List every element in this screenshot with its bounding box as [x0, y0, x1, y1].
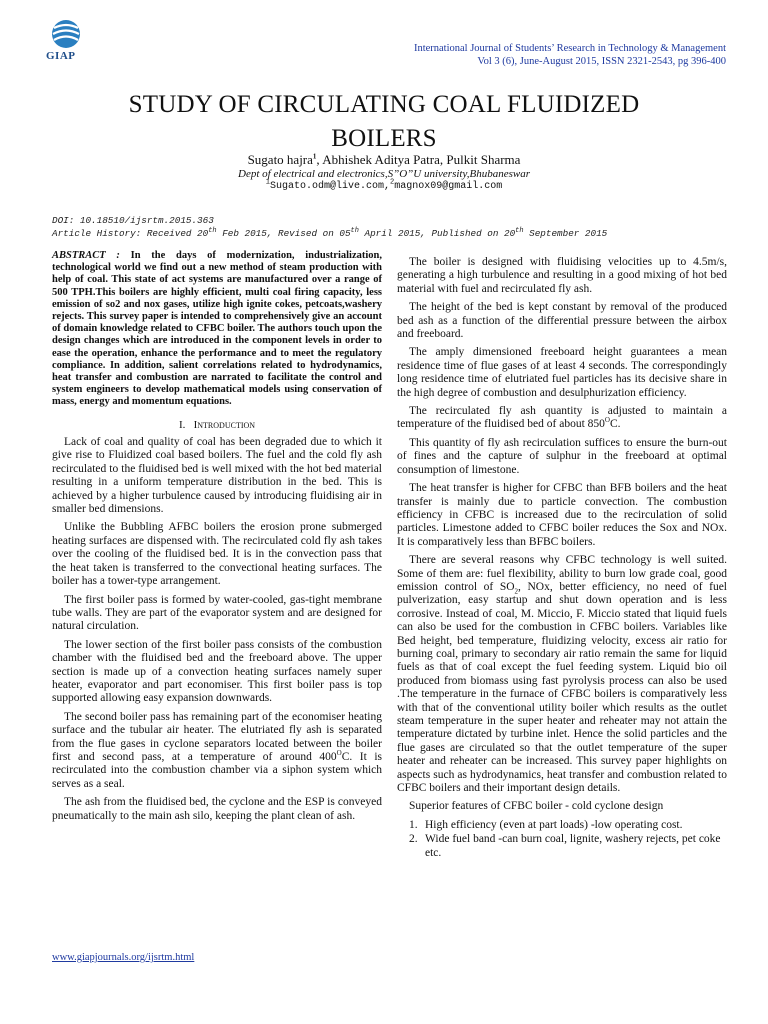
article-meta: [52, 214, 607, 240]
paragraph: [397, 405, 727, 432]
paragraph: The ash from the fluidised bed, the cyclone and the ESP is conveyed pneumatically to the main ash silo, keeping the plant clean of ash.: [52, 796, 382, 822]
list-text: High efficiency (even at part loads) -low operating cost.: [425, 818, 683, 831]
authors: [0, 152, 768, 168]
email-1[interactable]: Sugato.odm@live.com,: [269, 181, 390, 192]
paragraph: The height of the bed is kept constant by removal of the produced bed ash as a function of the differential pressure between the airbox and freeboard.: [397, 301, 727, 341]
right-column: [397, 256, 727, 861]
journal-name: International Journal of Students’ Research in Technology & Management: [413, 43, 726, 54]
title-line-1: STUDY OF CIRCULATING COAL FLUIDIZED: [128, 91, 640, 118]
paragraph: Lack of coal and quality of coal has been degraded due to which it give rise to Fluidized coal based boilers. The fuel and the cold fly ash recirculated to the fluidised bed is well mixed with the hot bed material resulting in a uniform temperature distribution in the bed. This is achieved by a higher turbulence caused by introducing fluidising air in smaller bed dimensions.: [52, 436, 382, 516]
para7-text-a: There are several reasons why CFBC technology is well suited. Some of them are: fuel flexibility, ability to burn low grade coal, good emission control of SO: [397, 554, 727, 593]
title-line-2: BOILERS: [331, 125, 437, 152]
section-heading-introduction: [52, 419, 382, 432]
paragraph: This quantity of fly ash recirculation suffices to ensure the burn-out of fines and the capture of sulphur in the freeboard at optimal consumption of limestone.: [397, 436, 727, 476]
paragraph: Superior features of CFBC boiler - cold cyclone design: [409, 800, 664, 813]
so2-sub: 2: [514, 587, 519, 596]
history-th-1: th: [208, 226, 217, 235]
section-number: I.: [178, 418, 186, 431]
paragraph: The lower section of the first boiler pass consists of the combustion chamber with the fluidised bed and the freeboard above. The upper section is made up of a convection heating surfaces namely super heater, evaporator and part economiser. This first boiler pass is top supported allowing easy expansion downwards.: [52, 638, 382, 705]
degree-sup: O: [336, 749, 342, 758]
para5-text-b: C. It is recirculated into the combustion chamber via a siphon system which serves as a seal.: [52, 750, 382, 790]
abstract: [52, 250, 382, 409]
history-part-d: September 2015: [523, 228, 608, 239]
paper-title: [0, 88, 768, 156]
para7-text-b: , NOx, better efficiency, no need of fuel pulverization, easy startup and shut down operation and is less corrosive. Instead of coal, M. Miccio, F. Miccio stated that liquid fuels can also be used for the combustion in CFBC boilers. Variables like Bed height, bed temperature, fluidizing velocity, excess air ratio for burning coal, primary to secondary air ratio remain the same for liquid fuels as that of coal except the fuel feeding system. Liquid bio oil produced from biomass using fast pyrolysis process can also be used .The temperature in the furnace of CFBC boilers is comparatively less with that of the conventional utility boiler which results as the outlet steam temperature in the super heater and reheater may not attain the temperature dictated by turbine inlet. Hence the solid particles and the flue gases are circulated so that the outlet temperature of the super heater and reheater can be increased. This survey paper highlights on aspects such as hydrodynamics, heat transfer and combustion related to CFBC boilers and their important design details.: [397, 580, 728, 795]
list-number: 2.: [409, 833, 418, 846]
list-item: [397, 819, 727, 832]
article-history: [52, 227, 607, 240]
logo-text: GIAP: [46, 50, 76, 62]
features-list: [397, 819, 727, 860]
list-number: 1.: [409, 818, 418, 831]
email-2[interactable]: magnox09@gmail.com: [394, 181, 503, 192]
author-1: Sugato hajra: [247, 152, 313, 167]
history-th-3: th: [515, 226, 524, 235]
affiliation: Dept of electrical and electronics,S”O”U university,Bhubaneswar: [238, 168, 530, 180]
journal-header: [414, 42, 726, 68]
history-th-2: th: [350, 226, 359, 235]
section-title: Introduction: [193, 418, 256, 431]
degree-sup: O: [604, 416, 610, 425]
paragraph: Unlike the Bubbling AFBC boilers the erosion prone submerged heating surfaces are dispensed with. The recirculated cold fly ash takes over the cooling of the fluidised bed. It is in the convection pass that the heat taken is transferred to the convectional heating surfaces. The boiler has a tower-type arrangement.: [52, 521, 382, 588]
abstract-text: In the days of modernization, industrialization, technological world we find out a new method of steam production with help of coal. This state of act systems are manufactured over a range of 500 TPH.This boilers are highly efficient, multi coal firing capacity, less emission of so2 and nox gases, utilize high ignite cokes, petcoats,washery rejects. This survey paper is intended to comprehensively give an account of domain knowledge related to CFBC boiler. The authors touch upon the design changes which are introduced in the component levels in order to ease the operation, enhance the performance and to meet the regulatory compliance. In addition, salient correlations related to hydrodynamics, heat transfer and combustion are narrated to facilitate the control and system engineers to develop mathematical models using conservation of mass, energy and momentum equations.: [52, 250, 382, 408]
para4-text-b: C.: [609, 418, 621, 431]
history-part-b: Feb 2015, Revised on 05: [216, 228, 351, 239]
author-1-sup: 1: [312, 152, 317, 161]
para5-text-a: The second boiler pass has remaining part of the economiser heating surface and the tubular air heater. The elutriated fly ash is separated from the flue gases in cyclone separators located between the boiler first and second pass, at a temperature of around 400: [52, 710, 382, 763]
email-1-sup: 1: [265, 178, 270, 187]
email-2-sup: 2: [390, 178, 395, 187]
paragraph: [397, 554, 727, 795]
paragraph: The first boiler pass is formed by water-cooled, gas-tight membrane tube walls. They are part of the evaporator system and are designed for natural circulation.: [52, 593, 382, 633]
authors-rest: , Abhishek Aditya Patra, Pulkit Sharma: [316, 152, 521, 167]
paragraph: The heat transfer is higher for CFBC than BFB boilers and the heat transfer is mainly due to particle convection. The combustion efficiency in CFBC is increased due to the recirculation of solid particles. Limestone added to CFBC boiler reduces the Sox and NOx. It is comparatively less than BFBC boilers.: [397, 482, 727, 548]
doi: DOI: 10.18510/ijsrtm.2015.363: [52, 215, 214, 226]
paragraph: [52, 711, 382, 791]
abstract-label: ABSTRACT :: [52, 250, 120, 261]
journal-volume: Vol 3 (6), June-August 2015, ISSN 2321-2543, pg 396-400: [477, 56, 726, 67]
paragraph: The boiler is designed with fluidising velocities up to 4.5m/s, generating a high turbulence and resulting in a good mixing of hot bed material with fuel and recirculated fly ash.: [397, 256, 727, 295]
history-part-a: Article History: Received 20: [52, 228, 209, 239]
para4-text-a: The recirculated fly ash quantity is adjusted to maintain a temperature of the fluidised bed of about 850: [397, 405, 727, 431]
paragraph: The amply dimensioned freeboard height guarantees a mean residence time of flue gases of at least 4 seconds. The correspondingly long residence time of elutriated fuel particles has its decisive share in the high degree of combustion and desulphurization efficiency.: [397, 346, 727, 399]
history-part-c: April 2015, Published on 20: [358, 228, 516, 239]
list-text: Wide fuel band -can burn coal, lignite, washery rejects, pet coke etc.: [425, 833, 721, 859]
left-column: [52, 250, 382, 828]
emails: [0, 178, 768, 192]
list-item: [397, 833, 727, 860]
footer-link[interactable]: www.giapjournals.org/ijsrtm.html: [52, 952, 195, 963]
